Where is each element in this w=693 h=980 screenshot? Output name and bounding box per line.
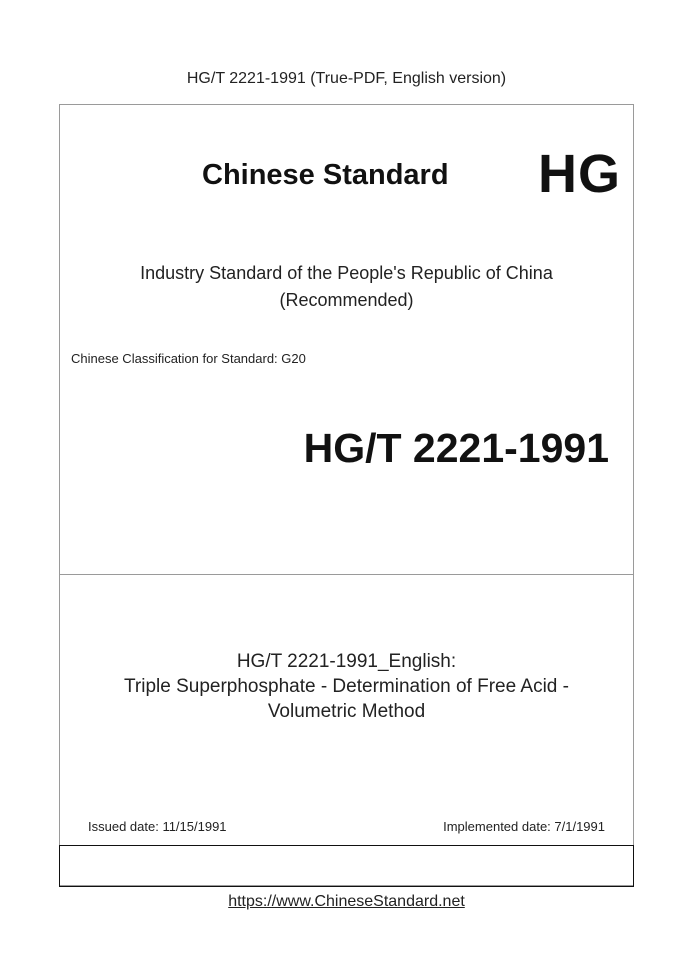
industry-standard-text [60, 260, 633, 314]
hg-code: HG [538, 144, 621, 204]
cover-top-section [60, 105, 633, 575]
standard-number: HG/T 2221-1991 [303, 425, 609, 471]
footer-box [59, 845, 634, 887]
classification-text: Chinese Classification for Standard: G20 [71, 351, 306, 366]
industry-line-1: Industry Standard of the People's Republic of China [140, 263, 553, 283]
cover-bottom-section [60, 575, 633, 845]
document-header: HG/T 2221-1991 (True-PDF, English version) [186, 70, 507, 87]
cover-frame [59, 104, 634, 886]
industry-line-2: (Recommended) [279, 290, 414, 310]
title-line-3: Volumetric Method [267, 701, 426, 722]
title-line-1: HG/T 2221-1991_English: [236, 651, 457, 672]
title-line-2: Triple Superphosphate - Determination of Free Acid - [124, 676, 569, 697]
implemented-date: Implemented date: 7/1/1991 [443, 819, 605, 834]
title-row [60, 143, 633, 203]
website-link[interactable]: https://www.ChineseStandard.net [228, 893, 465, 910]
english-title [60, 649, 633, 724]
issued-date: Issued date: 11/15/1991 [88, 819, 227, 834]
chinese-standard-heading: Chinese Standard [202, 159, 449, 191]
